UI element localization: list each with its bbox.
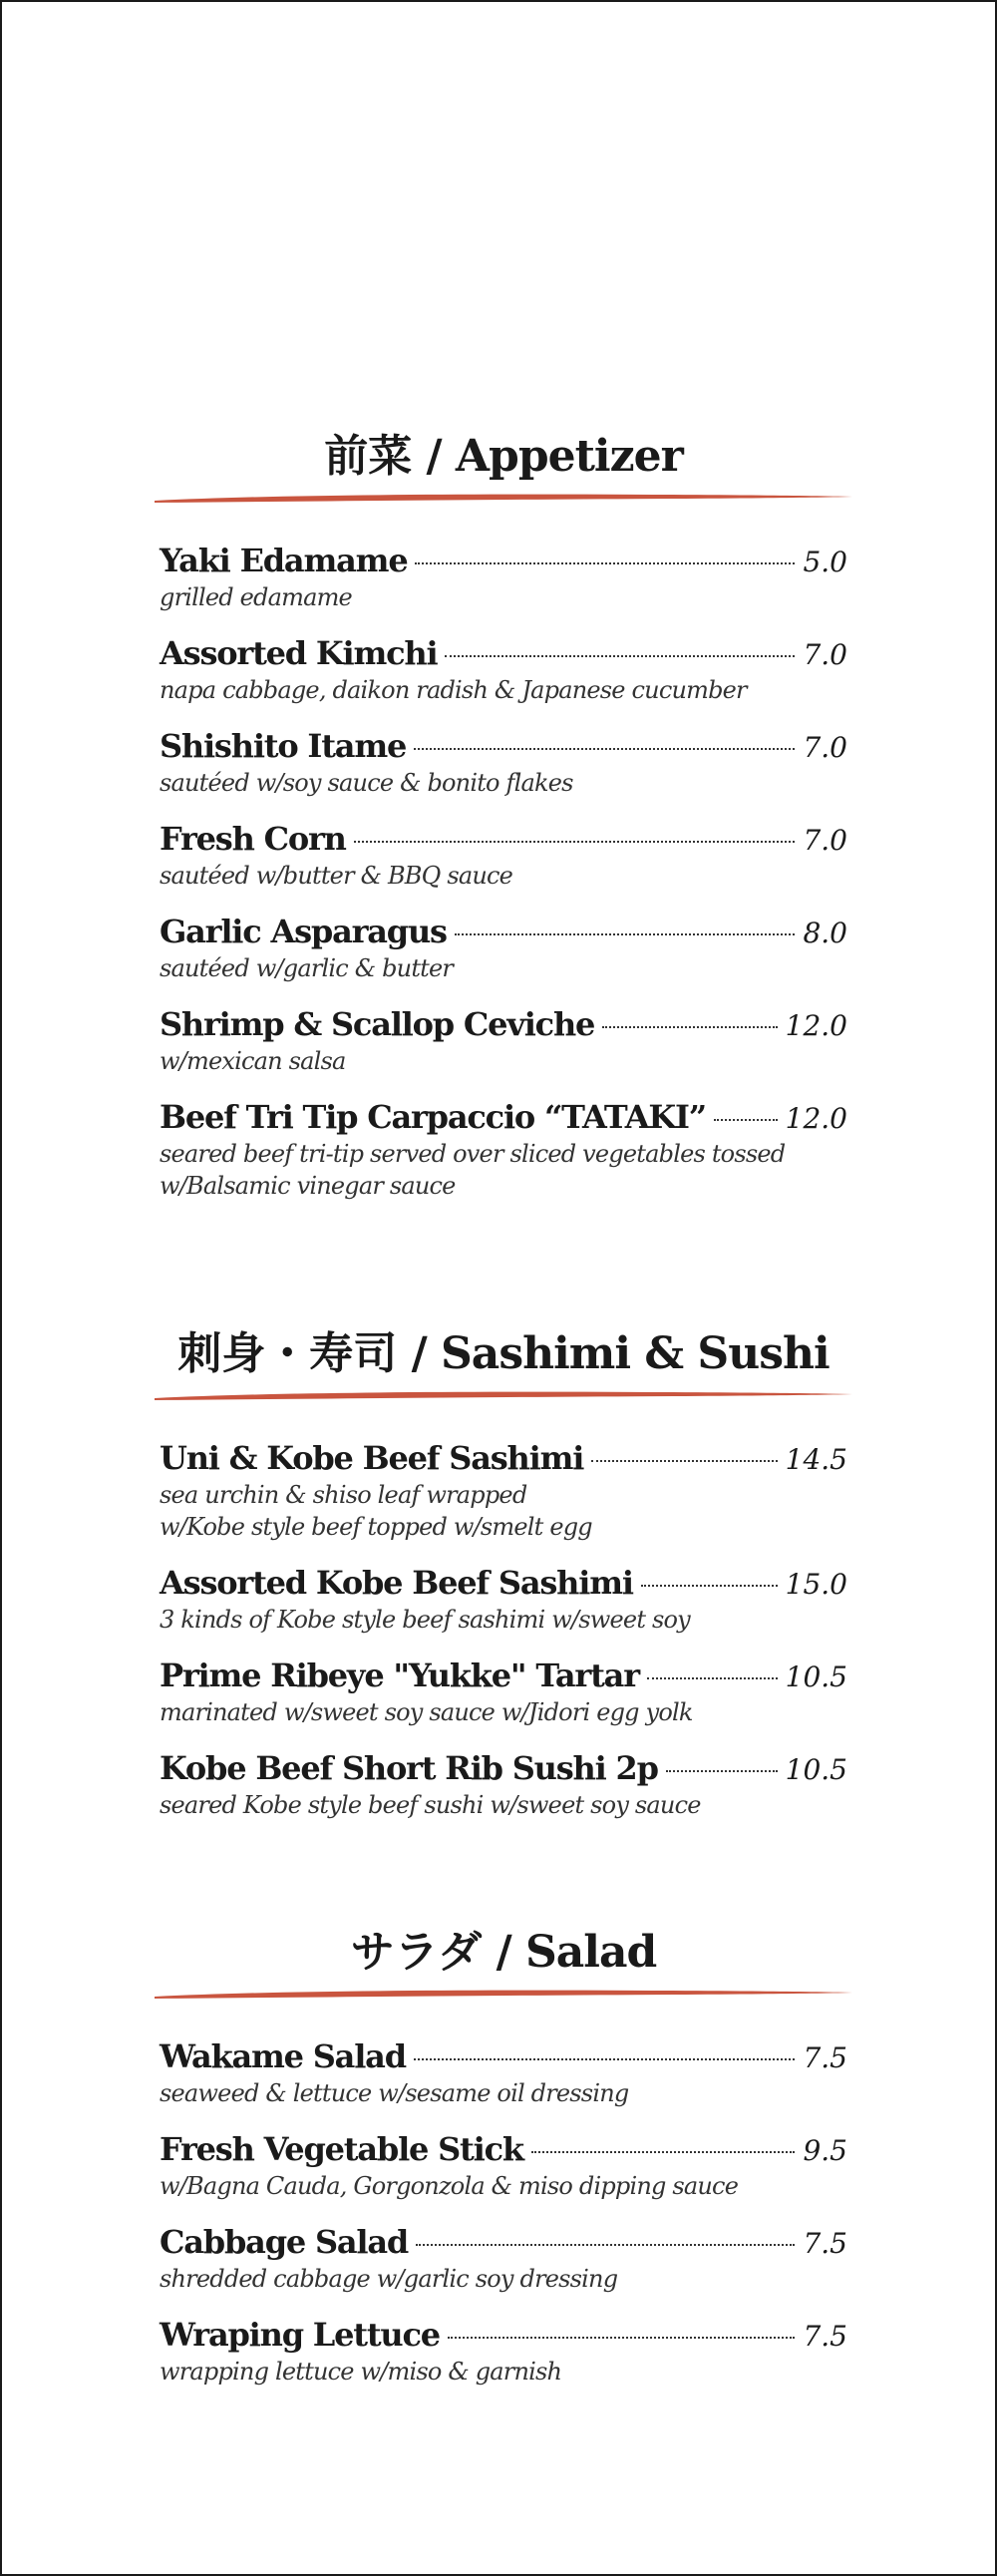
item-list — [160, 1439, 847, 1821]
menu-item-description: w/Bagna Cauda, Gorgonzola & miso dipping sauce — [160, 2172, 739, 2200]
section-separator: / — [412, 431, 456, 482]
brush-stroke-divider — [155, 492, 852, 504]
dotted-leader — [602, 1026, 777, 1028]
section-separator: / — [397, 1328, 442, 1379]
menu-item-price: 10.5 — [785, 1660, 847, 1693]
brush-stroke-divider — [155, 1988, 852, 2000]
section-appetizer — [160, 424, 847, 1223]
menu-item-name: Wraping Lettuce — [160, 2316, 440, 2354]
menu-item-description: sautéed w/soy sauce & bonito flakes — [160, 769, 573, 797]
section-title-english: Salad — [525, 1927, 657, 1978]
menu-item-line — [160, 2037, 847, 2077]
menu-item-description: seared Kobe style beef sushi w/sweet soy sauce — [160, 1791, 701, 1819]
menu-item-price: 14.5 — [785, 1443, 847, 1476]
menu-item-description: seaweed & lettuce w/sesame oil dressing — [160, 2079, 629, 2107]
menu-item-price: 9.5 — [803, 2134, 847, 2167]
menu-item-price: 7.0 — [803, 731, 847, 764]
menu-item — [160, 820, 847, 892]
section-title-english: Appetizer — [455, 431, 683, 482]
menu-item-name: Uni & Kobe Beef Sashimi — [160, 1439, 584, 1477]
menu-item-name: Beef Tri Tip Carpaccio “TATAKI” — [160, 1098, 707, 1136]
menu-item-price: 7.0 — [803, 638, 847, 671]
menu-item-name: Assorted Kimchi — [160, 634, 438, 672]
menu-item-price: 10.5 — [785, 1753, 847, 1786]
menu-item-line — [160, 1098, 847, 1138]
menu-item — [160, 2316, 847, 2388]
menu-item — [160, 542, 847, 613]
menu-item-price: 15.0 — [785, 1568, 847, 1601]
section-header — [160, 424, 847, 490]
menu-item-description: grilled edamame — [160, 583, 352, 611]
menu-item-description: w/Balsamic vinegar sauce — [160, 1172, 456, 1200]
menu-item-line — [160, 1656, 847, 1696]
menu-item-line — [160, 1439, 847, 1479]
menu-item — [160, 1005, 847, 1077]
menu-item-line — [160, 2316, 847, 2356]
menu-item — [160, 1439, 847, 1543]
section-sashimi-sushi — [160, 1321, 847, 1842]
menu-item-description: w/Kobe style beef topped w/smelt egg — [160, 1513, 592, 1541]
section-header — [160, 1321, 847, 1387]
dotted-leader — [445, 655, 795, 657]
menu-item-price: 7.5 — [803, 2320, 847, 2353]
menu-item-description: marinated w/sweet soy sauce w/Jidori egg yolk — [160, 1698, 693, 1726]
menu-item — [160, 2223, 847, 2295]
menu-item-description: sautéed w/butter & BBQ sauce — [160, 862, 513, 890]
menu-item — [160, 2130, 847, 2202]
menu-item-line — [160, 913, 847, 952]
menu-item — [160, 1564, 847, 1636]
menu-item-name: Yaki Edamame — [160, 542, 408, 579]
menu-item-name: Fresh Corn — [160, 820, 346, 858]
menu-item-name: Wakame Salad — [160, 2037, 406, 2075]
menu-item-price: 12.0 — [785, 1009, 847, 1042]
brush-stroke-divider — [155, 1389, 852, 1401]
dotted-leader — [647, 1677, 778, 1679]
menu-item — [160, 1098, 847, 1202]
menu-item-name: Fresh Vegetable Stick — [160, 2130, 523, 2168]
menu-item-price: 12.0 — [785, 1102, 847, 1135]
item-list — [160, 2037, 847, 2388]
menu-item-description: seared beef tri-tip served over sliced vegetables tossed — [160, 1140, 786, 1168]
dotted-leader — [448, 2337, 796, 2339]
menu-item-description: wrapping lettuce w/miso & garnish — [160, 2358, 562, 2386]
menu-item-price: 5.0 — [803, 546, 847, 578]
menu-item-name: Kobe Beef Short Rib Sushi 2p — [160, 1749, 658, 1787]
dotted-leader — [531, 2151, 796, 2153]
menu-item-name: Cabbage Salad — [160, 2223, 409, 2261]
menu-item — [160, 1749, 847, 1821]
menu-item-line — [160, 820, 847, 860]
menu-item-line — [160, 542, 847, 581]
menu-item — [160, 2037, 847, 2109]
section-salad — [160, 1920, 847, 2408]
menu-item — [160, 913, 847, 984]
menu-item-description: sautéed w/garlic & butter — [160, 954, 454, 982]
menu-item-line — [160, 2223, 847, 2263]
dotted-leader — [666, 1770, 778, 1772]
menu-item-name: Assorted Kobe Beef Sashimi — [160, 1564, 633, 1602]
menu-item-description: w/mexican salsa — [160, 1047, 346, 1075]
menu-item-line — [160, 634, 847, 674]
menu-item-description: shredded cabbage w/garlic soy dressing — [160, 2265, 618, 2293]
menu-item-line — [160, 1005, 847, 1045]
section-title-english: Sashimi & Sushi — [441, 1328, 830, 1379]
menu-item-line — [160, 1564, 847, 1604]
menu-item-line — [160, 727, 847, 767]
menu-item — [160, 727, 847, 799]
dotted-leader — [414, 748, 795, 750]
menu-item-line — [160, 2130, 847, 2170]
menu-item-price: 7.5 — [803, 2041, 847, 2074]
dotted-leader — [415, 562, 795, 564]
menu-item-price: 7.5 — [803, 2227, 847, 2260]
item-list — [160, 542, 847, 1202]
menu-item — [160, 634, 847, 706]
menu-item-name: Garlic Asparagus — [160, 913, 447, 950]
menu-item — [160, 1656, 847, 1728]
dotted-leader — [714, 1119, 778, 1121]
section-title-japanese: 前菜 — [324, 431, 413, 482]
section-header — [160, 1920, 847, 1986]
dotted-leader — [455, 933, 796, 935]
menu-item-description: sea urchin & shiso leaf wrapped — [160, 1481, 527, 1509]
dotted-leader — [591, 1460, 777, 1462]
menu-item-price: 7.0 — [803, 824, 847, 857]
dotted-leader — [416, 2244, 795, 2246]
menu-item-description: napa cabbage, daikon radish & Japanese cucumber — [160, 676, 747, 704]
dotted-leader — [414, 2058, 796, 2060]
section-title-japanese: サラダ — [350, 1927, 483, 1978]
menu-item-name: Shishito Itame — [160, 727, 407, 765]
menu-item-name: Shrimp & Scallop Ceviche — [160, 1005, 595, 1043]
section-title-japanese: 刺身・寿司 — [177, 1328, 398, 1379]
menu-item-price: 8.0 — [803, 917, 847, 949]
menu-item-description: 3 kinds of Kobe style beef sashimi w/sweet soy — [160, 1606, 690, 1634]
dotted-leader — [354, 841, 796, 843]
menu-item-line — [160, 1749, 847, 1789]
menu-item-name: Prime Ribeye "Yukke" Tartar — [160, 1656, 639, 1694]
dotted-leader — [641, 1585, 778, 1587]
section-separator: / — [482, 1927, 525, 1978]
